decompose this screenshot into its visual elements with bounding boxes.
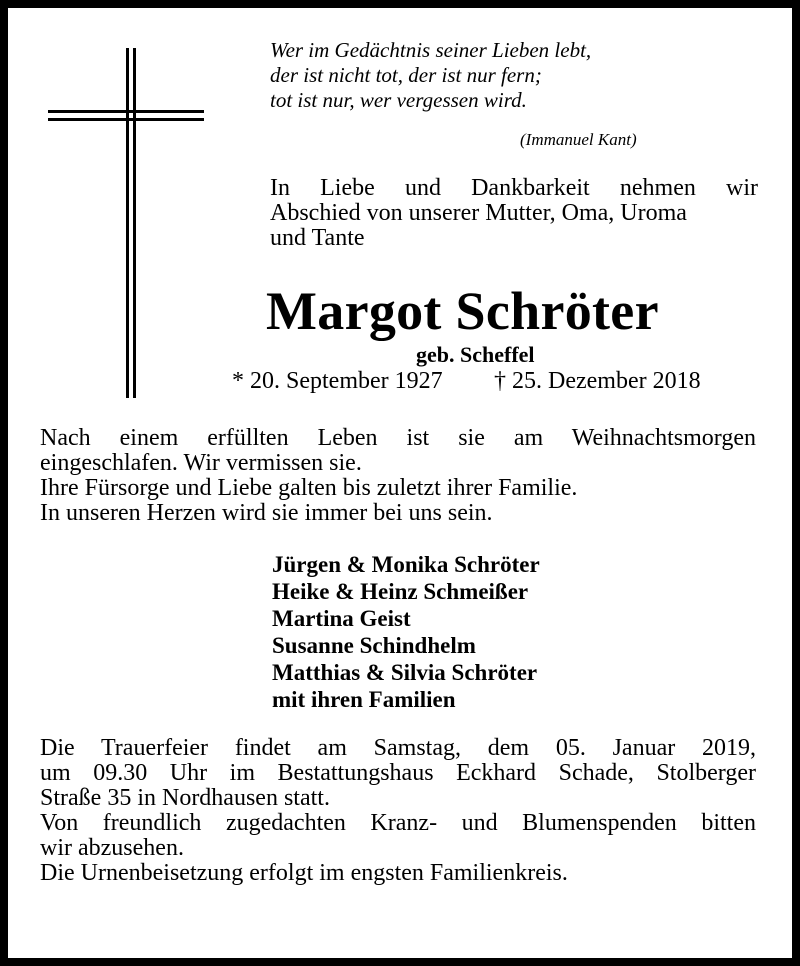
quote-line: tot ist nur, wer vergessen wird.	[270, 88, 527, 112]
funeral-line: wir abzusehen.	[40, 835, 184, 861]
tribute-text	[40, 426, 756, 526]
death-date: † 25. Dezember 2018	[494, 368, 701, 394]
funeral-line: um 09.30 Uhr im Bestattungshaus Eckhard Schade, Stolberger	[40, 760, 756, 786]
funeral-line: Von freundlich zugedachten Kranz- und Blumenspenden bitten	[40, 810, 756, 836]
mourner-name: Matthias & Silvia Schröter	[272, 660, 538, 685]
intro-line: Abschied von unserer Mutter, Oma, Uroma	[270, 200, 687, 226]
mourner-name: Jürgen & Monika Schröter	[272, 552, 540, 577]
funeral-line: Die Trauerfeier findet am Samstag, dem 05. Januar 2019,	[40, 735, 756, 761]
mourner-name: Susanne Schindhelm	[272, 633, 476, 658]
birth-date: * 20. September 1927	[232, 368, 443, 394]
funeral-line: Straße 35 in Nordhausen statt.	[40, 785, 330, 811]
mourner-name: Heike & Heinz Schmeißer	[272, 579, 529, 604]
funeral-info	[40, 736, 756, 886]
tribute-line: In unseren Herzen wird sie immer bei uns sein.	[40, 500, 493, 526]
tribute-line: Nach einem erfüllten Leben ist sie am Weihnachtsmorgen	[40, 425, 756, 451]
tribute-line: Ihre Fürsorge und Liebe galten bis zuletzt ihrer Familie.	[40, 475, 578, 501]
maiden-name: geb. Scheffel	[416, 342, 535, 367]
cross-icon	[48, 48, 204, 398]
quote-author: (Immanuel Kant)	[520, 130, 637, 149]
quote	[270, 38, 591, 113]
intro-text	[270, 176, 758, 251]
mourners-list	[272, 551, 540, 713]
tribute-line: eingeschlafen. Wir vermissen sie.	[40, 450, 362, 476]
deceased-name: Margot Schröter	[266, 281, 659, 341]
quote-line: der ist nicht tot, der ist nur fern;	[270, 63, 542, 87]
funeral-line: Die Urnenbeisetzung erfolgt im engsten Familienkreis.	[40, 860, 568, 886]
intro-line: und Tante	[270, 225, 365, 251]
mourner-name: mit ihren Familien	[272, 687, 456, 712]
quote-line: Wer im Gedächtnis seiner Lieben lebt,	[270, 38, 592, 62]
mourner-name: Martina Geist	[272, 606, 411, 631]
intro-line: In Liebe und Dankbarkeit nehmen wir	[270, 175, 758, 201]
